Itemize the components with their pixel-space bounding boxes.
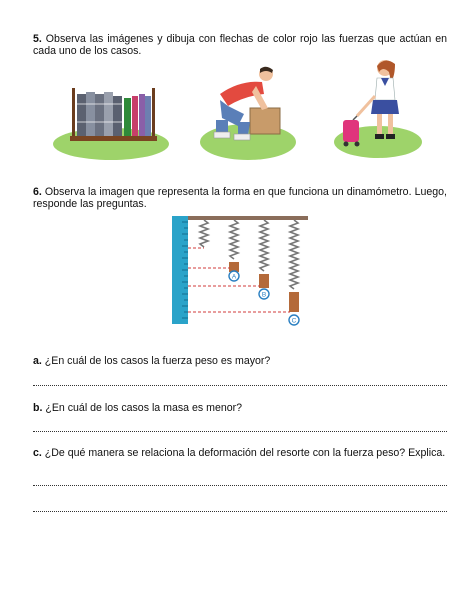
question-6-number: 6.	[33, 186, 42, 198]
books-on-shelf-image	[52, 82, 170, 162]
question-a	[33, 355, 447, 367]
question-a-letter: a.	[33, 355, 42, 367]
question-6-text: Observa la imagen que representa la forma en que funciona un dinamómetro. Luego, responde las preguntas.	[33, 186, 447, 210]
question-b-text: ¿En cuál de los casos la masa es menor?	[42, 402, 243, 414]
question-c	[33, 447, 447, 459]
label-c: C	[291, 317, 297, 325]
weight-b	[259, 274, 269, 288]
question-b-letter: b.	[33, 402, 43, 414]
answer-line-a[interactable]	[33, 385, 447, 386]
spring-c	[290, 220, 298, 289]
question-a-text: ¿En cuál de los casos la fuerza peso es mayor?	[41, 355, 271, 367]
question-5	[33, 33, 447, 57]
answer-line-c1[interactable]	[33, 485, 447, 486]
spring-unloaded	[200, 220, 208, 247]
spring-a	[230, 220, 238, 259]
weight-c	[289, 292, 299, 312]
answer-line-b[interactable]	[33, 431, 447, 432]
question-5-number: 5.	[33, 33, 42, 45]
question-5-text: Observa las imágenes y dibuja con flechas de color rojo las fuerzas que actúan en cada uno de los casos.	[33, 33, 447, 57]
question-c-text: ¿De qué manera se relaciona la deformación del resorte con la fuerza peso? Explica.	[41, 447, 446, 459]
label-b: B	[261, 291, 267, 299]
question-b	[33, 402, 447, 414]
support-bar	[188, 216, 308, 220]
label-a: A	[231, 273, 237, 281]
question-c-letter: c.	[33, 447, 42, 459]
spring-b	[260, 220, 268, 271]
answer-line-c2[interactable]	[33, 511, 447, 512]
girl-with-suitcase-image	[333, 56, 423, 160]
man-lifting-box-image	[198, 64, 298, 164]
dynamometer-figure	[172, 214, 312, 330]
question-6	[33, 186, 447, 210]
